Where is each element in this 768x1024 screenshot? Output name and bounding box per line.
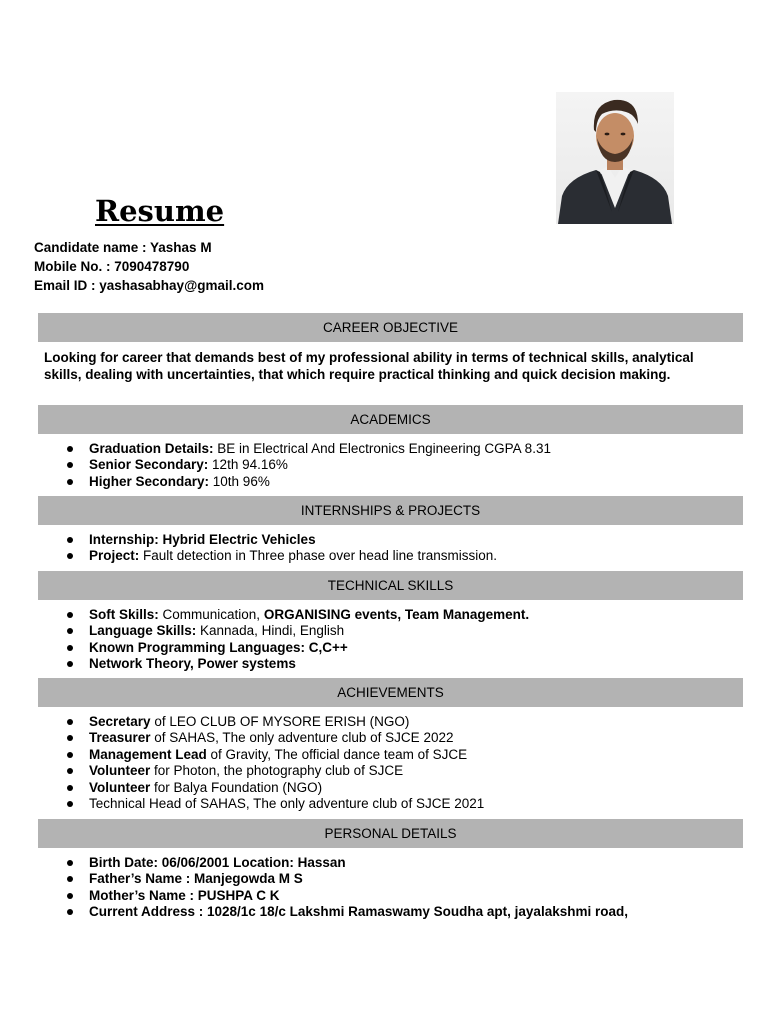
item-label: Higher Secondary: [89,473,210,489]
list-item [66,532,497,548]
list-item [66,714,484,730]
list-item [66,871,628,887]
email-id: Email ID : yashasabhay@gmail.com [34,278,265,293]
list-item [66,640,529,656]
item-label: Birth Date: 06/06/2001 Location: Hassan [89,855,346,870]
item-label: Language Skills: [89,623,197,639]
personal-details-list [66,855,628,921]
section-heading-achievements: ACHIEVEMENTS [38,678,743,707]
section-heading-internships-projects: INTERNSHIPS & PROJECTS [38,496,743,525]
section-heading-career-objective: CAREER OBJECTIVE [38,313,743,342]
item-label: Secretary [89,714,151,729]
item-value: Technical Head of SAHAS, The only adventure club of SJCE 2021 [89,796,485,812]
item-value: of SAHAS, The only adventure club of SJCE 2022 [150,730,454,746]
item-label: Volunteer [89,763,151,779]
profile-photo [556,92,674,224]
section-heading-personal-details: PERSONAL DETAILS [38,819,743,848]
academics-list [66,441,551,490]
item-value: of LEO CLUB OF MYSORE ERISH (NGO) [150,714,410,729]
item-label: Network Theory, Power systems [89,656,296,672]
section-heading-academics: ACADEMICS [38,405,743,434]
item-value: Fault detection in Three phase over head line transmission. [139,548,497,564]
list-item [66,623,529,639]
list-item [66,474,551,490]
list-item [66,780,484,796]
item-value: BE in Electrical And Electronics Engineering CGPA 8.31 [213,441,551,456]
list-item [66,747,484,763]
item-label-secondary: ORGANISING events, Team Management. [263,607,530,622]
item-label: Mother’s Name : PUSHPA C K [89,887,280,903]
item-label: Treasurer [89,730,151,746]
mobile-number: Mobile No. : 7090478790 [34,259,190,274]
item-label: Current Address : 1028/1c 18/c Lakshmi Ramaswamy Soudha apt, jayalakshmi road, [89,904,628,920]
item-label: Senior Secondary: [89,457,209,473]
achievements-list [66,714,484,812]
item-value: Kannada, Hindi, English [196,623,345,639]
list-item [66,730,484,746]
section-heading-technical-skills: TECHNICAL SKILLS [38,571,743,600]
item-value: for Photon, the photography club of SJCE [150,763,404,779]
list-item [66,457,551,473]
item-label: Volunteer [89,779,151,795]
item-value: 10th 96% [209,473,270,489]
list-item [66,888,628,904]
item-value: for Balya Foundation (NGO) [150,779,323,795]
contact-info [34,238,264,295]
career-objective-text: Looking for career that demands best of my professional ability in terms of technical skills, analytical skills, dealing with uncertainties, that which require practical thinking and quick decision making. [44,350,694,382]
list-item [66,656,529,672]
list-item [66,904,628,920]
item-label: Graduation Details: [89,441,214,456]
item-value: 12th 94.16% [208,457,288,473]
technical-skills-list [66,607,529,673]
list-item [66,441,551,457]
item-label: Management Lead [89,746,207,762]
list-item [66,855,628,871]
candidate-name: Candidate name : Yashas M [34,240,212,255]
internships-list [66,532,497,565]
item-value: of Gravity, The official dance team of SJCE [206,746,468,762]
item-label: Father’s Name : Manjegowda M S [89,871,303,887]
list-item [66,548,497,564]
list-item [66,607,529,623]
page-title: Resume [95,194,225,228]
item-label: Internship: Hybrid Electric Vehicles [89,532,316,547]
item-label: Soft Skills: [89,607,159,622]
item-label: Project: [89,548,140,564]
list-item [66,796,484,812]
item-label: Known Programming Languages: C,C++ [89,639,348,655]
list-item [66,763,484,779]
item-value: Communication, [158,607,264,622]
